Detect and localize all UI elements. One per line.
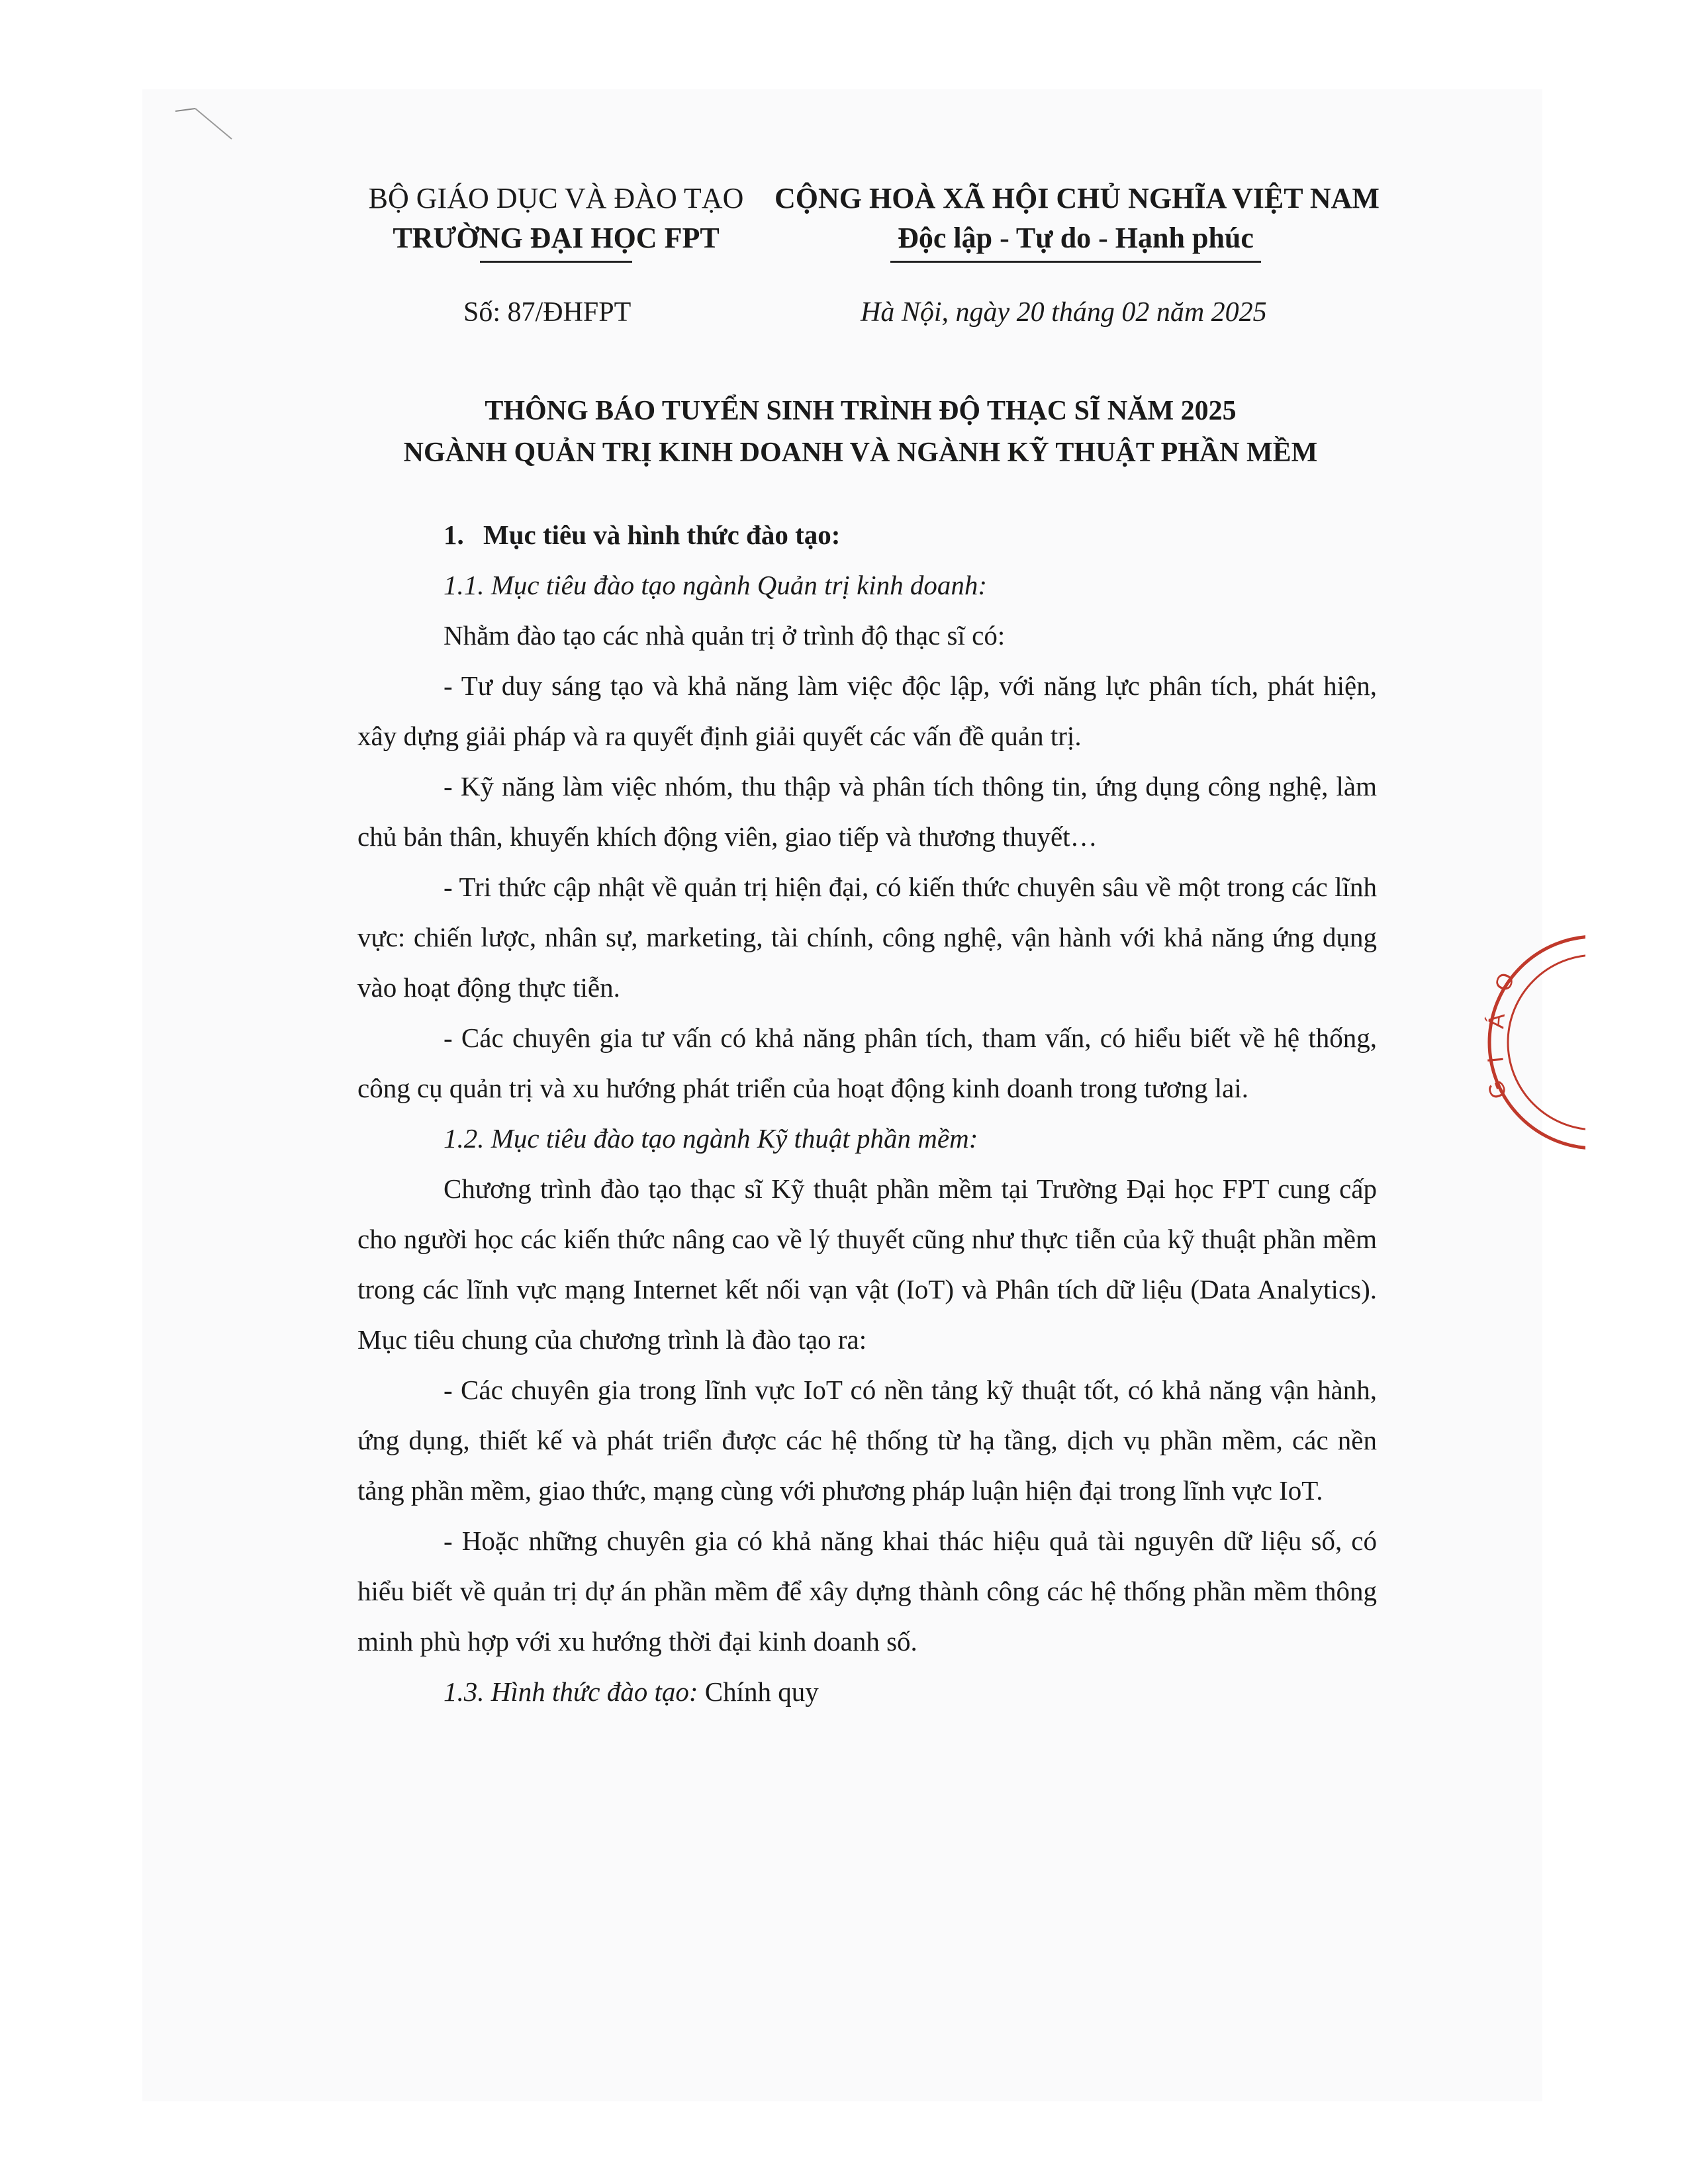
document-title [344, 390, 1377, 474]
paragraph: Nhằm đào tạo các nhà quản trị ở trình độ thạc sĩ có: [444, 620, 1006, 651]
header-right-underline [890, 261, 1261, 263]
paragraph: Chương trình đào tạo thạc sĩ Kỹ thuật phần mềm tại Trường Đại học FPT cung cấp cho người học các kiến thức nâng cao về lý thuyết cũng như thực tiễn của kỹ thuật phần mềm trong các lĩnh vực mạng Internet kết nối vạn vật (IoT) và Phân tích dữ liệu (Data Analytics). Mục tiêu chung của chương trình là đào tạo ra: [357, 1173, 1377, 1355]
ministry-name: BỘ GIÁO DỤC VÀ ĐÀO TẠO [368, 182, 744, 214]
svg-text:O: O [1489, 969, 1520, 995]
list-item: - Hoặc những chuyên gia có khả năng khai thác hiệu quả tài nguyên dữ liệu số, có hiểu biết về quản trị dự án phần mềm để xây dựng thành công các hệ thống phần mềm thông minh phù hợp với xu hướng thời đại kinh doanh số. [357, 1525, 1377, 1657]
header-left-underline [480, 261, 632, 263]
list-item: - Tri thức cập nhật về quản trị hiện đại, có kiến thức chuyên sâu về một trong các lĩnh vực: chiến lược, nhân sự, marketing, tài chính, công nghệ, vận hành với khả năng ứng dụng vào hoạt động thực tiễn. [357, 872, 1377, 1003]
svg-text:I: I [1483, 1055, 1509, 1064]
svg-text:G: G [1482, 1077, 1513, 1103]
country-name: CỘNG HOÀ XÃ HỘI CHỦ NGHĨA VIỆT NAM [774, 182, 1380, 214]
list-item: - Các chuyên gia trong lĩnh vực IoT có nền tảng kỹ thuật tốt, có khả năng vận hành, ứng dụng, thiết kế và phát triển được các hệ thống từ hạ tầng, dịch vụ phần mềm, các nền tảng phần mềm, giao thức, mạng cùng với phương pháp luận hiện đại trong lĩnh vực IoT. [357, 1375, 1377, 1506]
subsection-1-3 [357, 1666, 1377, 1717]
list-item: - Các chuyên gia tư vấn có khả năng phân tích, tham vấn, có hiểu biết về hệ thống, công cụ quản trị và xu hướng phát triển của hoạt động kinh doanh trong tương lai. [357, 1023, 1377, 1103]
svg-text:Á: Á [1483, 1012, 1510, 1030]
list-item: - Tư duy sáng tạo và khả năng làm việc độc lập, với năng lực phân tích, phát hiện, xây dựng giải pháp và ra quyết định giải quyết các vấn đề quản trị. [357, 670, 1377, 751]
header-left [351, 179, 761, 263]
document-number: Số: 87/ĐHFPT [463, 297, 632, 328]
subsection-heading-1-1: 1.1. Mục tiêu đào tạo ngành Quản trị kinh doanh: [444, 570, 988, 600]
training-mode-value: Chính quy [704, 1676, 819, 1707]
document-body [357, 510, 1377, 1717]
header-right [774, 179, 1380, 263]
title-line-2: NGÀNH QUẢN TRỊ KINH DOANH VÀ NGÀNH KỸ THUẬT PHẦN MỀM [403, 437, 1318, 468]
national-motto: Độc lập - Tự do - Hạnh phúc [898, 222, 1254, 254]
title-line-1: THÔNG BÁO TUYỂN SINH TRÌNH ĐỘ THẠC SĨ NĂM 2025 [485, 396, 1237, 426]
section-heading [357, 510, 1377, 560]
section-number: 1. [444, 520, 464, 550]
official-seal [1479, 930, 1585, 1155]
university-name: TRƯỜNG ĐẠI HỌC FPT [393, 222, 720, 254]
section-heading-text: Mục tiêu và hình thức đào tạo: [483, 520, 841, 550]
subsection-label-1-3: 1.3. Hình thức đào tạo: [444, 1676, 698, 1707]
scan-mark [169, 99, 242, 146]
place-date: Hà Nội, ngày 20 tháng 02 năm 2025 [861, 297, 1267, 328]
list-item: - Kỹ năng làm việc nhóm, thu thập và phân tích thông tin, ứng dụng công nghệ, làm chủ bản thân, khuyến khích động viên, giao tiếp và thương thuyết… [357, 771, 1377, 852]
subsection-heading-1-2: 1.2. Mục tiêu đào tạo ngành Kỹ thuật phần mềm: [444, 1123, 978, 1154]
